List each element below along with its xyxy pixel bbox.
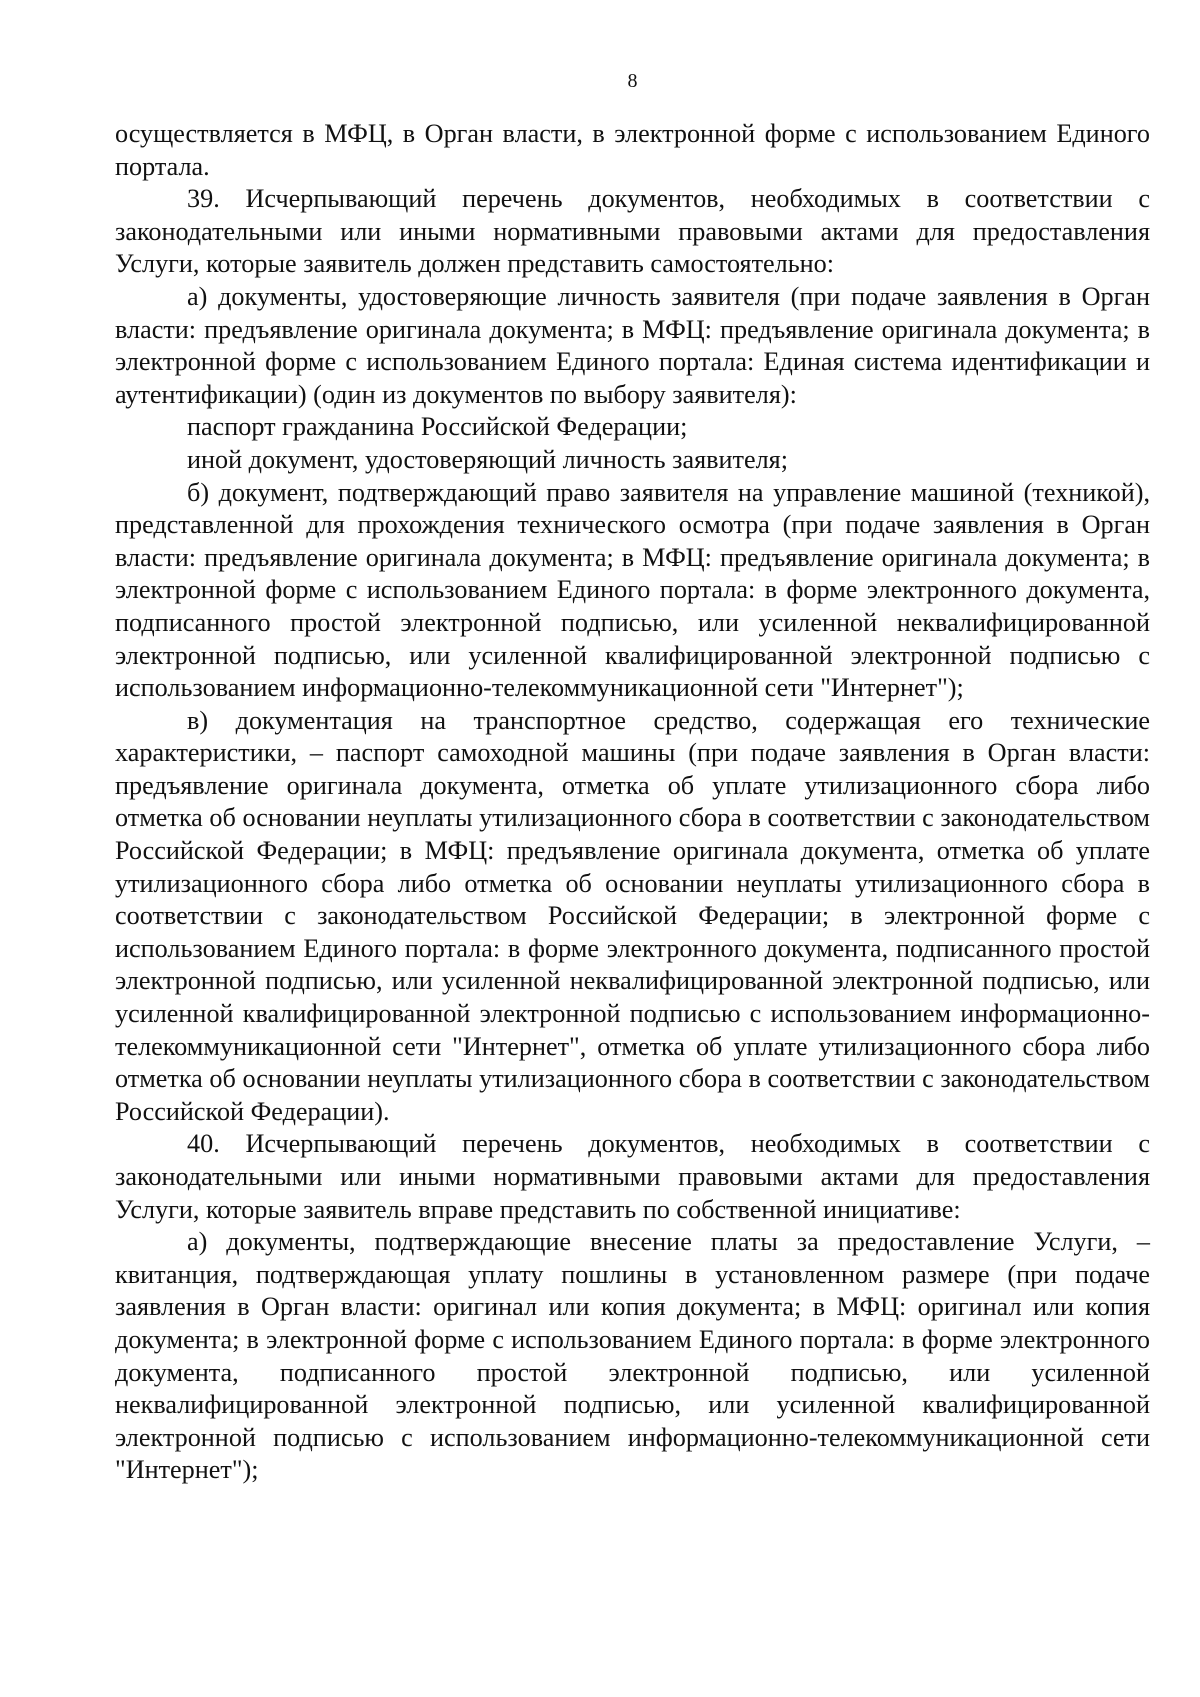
page-number: 8 — [627, 70, 638, 92]
paragraph-39-a: а) документы, удостоверяющие личность заявителя (при подаче заявления в Орган власти: предъявление оригинала документа; в МФЦ: предъявление оригинала документа; в электронной форме с использованием Единого портала: Единая система идентификации и аутентификации) (один из документов по выбору заявителя): — [115, 281, 1150, 409]
paragraph-39-b: б) документ, подтверждающий право заявителя на управление машиной (техникой), представленной для прохождения технического осмотра (при подаче заявления в Орган власти: предъявление оригинала документа; в МФЦ: предъявление оригинала документа; в электронной форме с использованием Единого портала: в форме электронного документа, подписанного простой электронной подписью, или усиленной неквалифицированной электронной подписью, или усиленной квалифицированной электронной подписью с использованием информационно-телекоммуникационной сети "Интернет"); — [115, 477, 1150, 703]
paragraph-40-a: а) документы, подтверждающие внесение платы за предоставление Услуги, – квитанция, подтверждающая уплату пошлины в установленном размере (при подаче заявления в Орган власти: оригинал или копия документа; в МФЦ: оригинал или копия документа; в электронной форме с использованием Единого портала: в форме электронного документа, подписанного простой электронной подписью, или усиленной неквалифицированной электронной подписью, или усиленной квалифицированной электронной подписью с использованием информационно-телекоммуникационной сети "Интернет"); — [115, 1227, 1150, 1485]
paragraph-item-39: 39. Исчерпывающий перечень документов, необходимых в соответствии с законодательными или иными нормативными правовыми актами для предоставления Услуги, которые заявитель должен представить самостоятельно: — [115, 184, 1150, 279]
paragraph-continuation: осуществляется в МФЦ, в Орган власти, в электронной форме с использованием Единого портала. — [115, 119, 1150, 181]
paragraph-item-40: 40. Исчерпывающий перечень документов, необходимых в соответствии с законодательными или иными нормативными правовыми актами для предоставления Услуги, которые заявитель вправе представить по собственной инициативе: — [115, 1129, 1150, 1224]
paragraph-39-a-other-id: иной документ, удостоверяющий личность заявителя; — [187, 444, 789, 474]
paragraph-39-a-passport: паспорт гражданина Российской Федерации; — [187, 412, 688, 442]
paragraph-39-v: в) документация на транспортное средство, содержащая его технические характеристики, – паспорт самоходной машины (при подаче заявления в Орган власти: предъявление оригинала документа, отметка об уплате утилизационного сбора либо отметка об основании неуплаты утилизационного сбора в соответствии с законодательством Российской Федерации; в МФЦ: предъявление оригинала документа, отметка об уплате утилизационного сбора либо отметка об основании неуплаты утилизационного сбора в соответствии с законодательством Российской Федерации; в электронной форме с использованием Единого портала: в форме электронного документа, подписанного простой электронной подписью, или усиленной неквалифицированной электронной подписью, или усиленной квалифицированной электронной подписью с использованием информационно-телекоммуникационной сети "Интернет", отметка об уплате утилизационного сбора либо отметка об основании неуплаты утилизационного сбора в соответствии с законодательством Российской Федерации). — [115, 705, 1150, 1126]
document-body — [115, 118, 1150, 1487]
